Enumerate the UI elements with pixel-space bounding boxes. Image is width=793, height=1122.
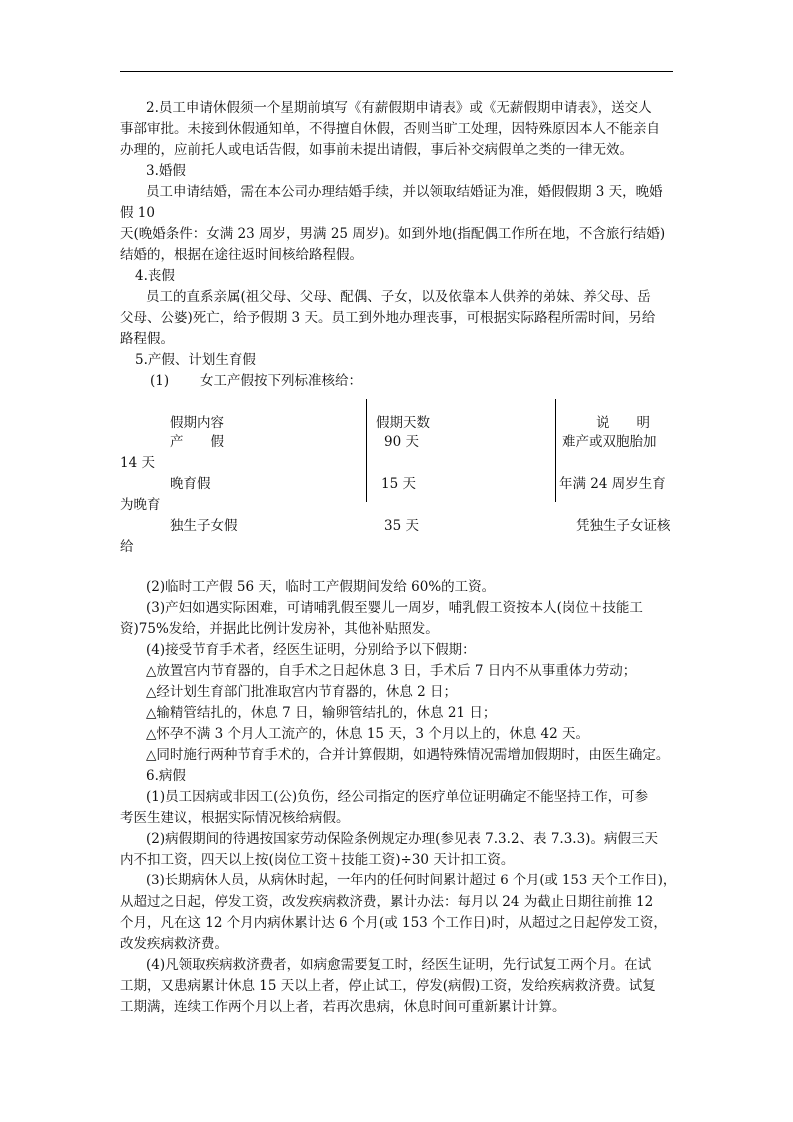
text-line: △经计划生育部门批准取宫内节育器的，休息 2 日； — [146, 684, 458, 700]
table-cell: 难产或双胞胎加 — [562, 434, 657, 450]
text-line: (3)产妇如遇实际困难，可请哺乳假至婴儿一周岁，哺乳假工资按本人(岗位＋技能工 — [146, 600, 643, 616]
table-header: 假期内容 — [170, 415, 224, 431]
table-cell: 晚育假 — [170, 476, 211, 492]
table-cell: 凭独生子女证核 — [576, 518, 671, 534]
text-line: 工期，又患病累计休息 15 天以上者，停止试工，停发(病假)工资，发给疾病救济费。试复 — [120, 978, 656, 994]
text-line: (2)临时工产假 56 天，临时工产假期间发给 60%的工资。 — [146, 579, 496, 595]
text-line: △同时施行两种节育手术的，合并计算假期，如遇特殊情况需增加假期时，由医生确定。 — [146, 747, 670, 763]
table-cell: 90 天 — [384, 434, 419, 450]
table-cell: 为晚育 — [120, 497, 161, 513]
section-heading: 5.产假、计划生育假 — [135, 352, 256, 368]
text-line: (1)员工因病或非因工(公)负伤，经公司指定的医疗单位证明确定不能坚持工作，可参 — [146, 789, 649, 805]
section-heading: 6.病假 — [146, 768, 186, 784]
table-header: 假期天数 — [376, 415, 430, 431]
text-line: 资)75%发给，并据此比例计发房补，其他补贴照发。 — [120, 621, 439, 637]
text-line: (2)病假期间的待遇按国家劳动保险条例规定办理(参见表 7.3.2、表 7.3.3)。病假三天 — [146, 831, 658, 847]
text-line: (4)接受节育手术者，经医生证明，分别给予以下假期： — [146, 642, 476, 658]
text-line: △怀孕不满 3 个月人工流产的，休息 15 天，3 个月以上的，休息 42 天。 — [146, 726, 589, 742]
section-heading: 4.丧假 — [135, 268, 175, 284]
text-line: (3)长期病休人员，从病休时起，一年内的任何时间累计超过 6 个月(或 153 天个工作日)， — [146, 873, 677, 888]
table-cell: 15 天 — [381, 476, 416, 492]
text-line: △放置宫内节育器的，自手术之日起休息 3 日，手术后 7 日内不从事重体力劳动； — [146, 663, 637, 679]
text-line: 工期满，连续工作两个月以上者，若再次患病，休息时间可重新累计计算。 — [120, 999, 566, 1015]
text-line: 父母、公婆)死亡，给予假期 3 天。员工到外地办理丧事，可根据实际路程所需时间，另给 — [120, 310, 656, 326]
text-line: 事部审批。未接到休假通知单，不得擅自休假，否则当旷工处理，因特殊原因本人不能亲自 — [120, 121, 660, 137]
text-line: 女工产假按下列标准核给： — [200, 373, 362, 389]
text-line: 假 10 — [120, 205, 155, 221]
text-line: 天(晚婚条件：女满 23 周岁，男满 25 周岁)。如到外地(指配偶工作所在地，不含旅行结婚) — [120, 226, 666, 242]
table-cell: 35 天 — [384, 518, 419, 534]
table-cell: 独生子女假 — [170, 518, 238, 534]
text-line: 个月，凡在这 12 个月内病休累计达 6 个月(或 153 个工作日)时，从超过之日起停发工资， — [120, 915, 667, 931]
text-line: (4)凡领取疾病救济费者，如病愈需要复工时，经医生证明，先行试复工两个月。在试 — [146, 957, 652, 973]
text-line: 办理的，应前托人或电话告假，如事前未提出请假，事后补交病假单之类的一律无效。 — [120, 142, 633, 158]
text-line: △输精管结扎的，休息 7 日，输卵管结扎的，休息 21 日； — [146, 705, 497, 721]
text-line: 员工的直系亲属(祖父母、父母、配偶、子女，以及依靠本人供养的弟妹、养父母、岳 — [146, 289, 651, 305]
header-rule — [120, 71, 673, 72]
table-header: 说 明 — [596, 415, 650, 431]
text-line: 考医生建议，根据实际情况核给病假。 — [120, 810, 350, 826]
text-line: 从超过之日起，停发工资，改发疾病救济费，累计办法：每月以 24 为截止日期往前推 12 — [120, 894, 654, 910]
text-line: 2.员工申请休假须一个星期前填写《有薪假期申请表》或《无薪假期申请表》，送交人 — [146, 100, 652, 116]
text-line: 内不扣工资，四天以上按(岗位工资＋技能工资)÷30 天计扣工资。 — [120, 852, 515, 868]
table-cell: 产 假 — [170, 434, 224, 450]
text-line: 改发疾病救济费。 — [120, 936, 228, 952]
list-marker: (1) — [150, 373, 170, 389]
table-divider — [366, 399, 367, 502]
section-heading: 3.婚假 — [146, 163, 186, 179]
table-cell: 给 — [120, 539, 134, 555]
table-divider — [555, 399, 556, 502]
text-line: 结婚的，根据在途往返时间核给路程假。 — [120, 247, 363, 263]
table-cell: 年满 24 周岁生育 — [559, 476, 666, 492]
table-cell: 14 天 — [120, 455, 155, 471]
text-line: 员工申请结婚，需在本公司办理结婚手续，并以领取结婚证为准，婚假假期 3 天，晚婚 — [146, 184, 663, 200]
text-line: 路程假。 — [120, 331, 174, 347]
